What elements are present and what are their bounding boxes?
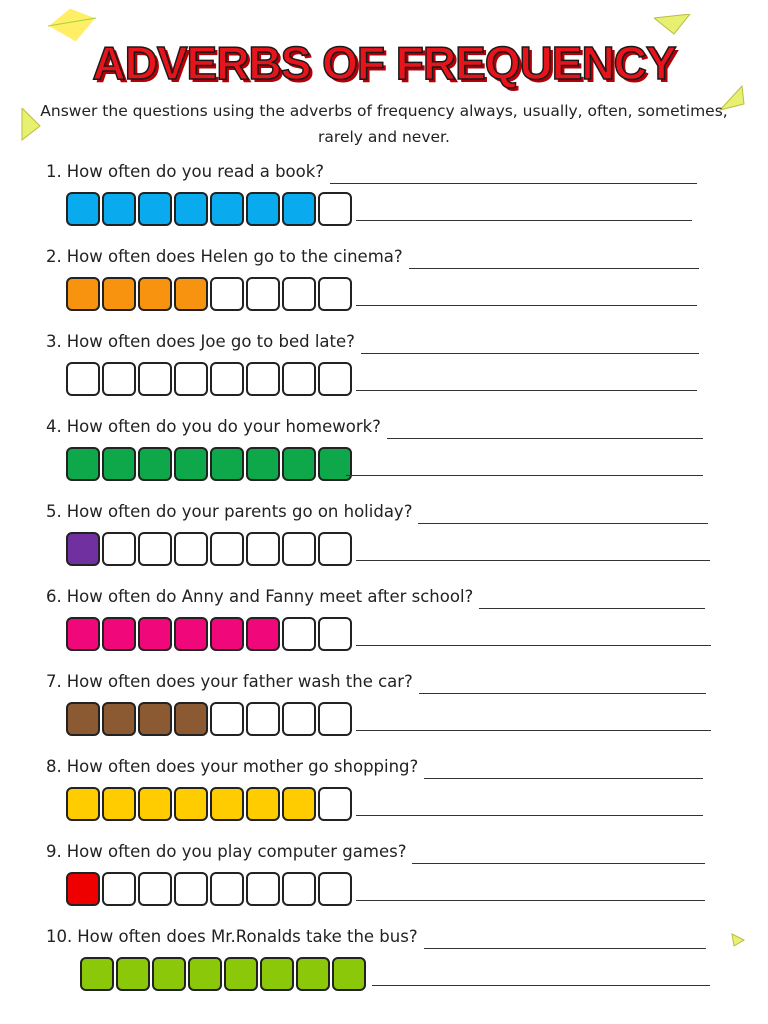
answer-line[interactable] [356,645,711,646]
frequency-cell-filled [282,787,316,821]
question-number: 7. [46,672,62,691]
frequency-cell-empty [210,702,244,736]
frequency-cell-empty [210,362,244,396]
frequency-cell-filled [224,957,258,991]
question-number: 9. [46,842,62,861]
question-answer-line[interactable] [330,167,697,184]
question-number: 2. [46,247,62,266]
frequency-cell-filled [174,277,208,311]
question-2 [46,245,699,269]
frequency-cell-empty [318,532,352,566]
frequency-cell-empty [282,362,316,396]
frequency-cell-filled [210,447,244,481]
frequency-cell-empty [174,362,208,396]
frequency-cell-empty [102,872,136,906]
question-text: How often does Joe go to bed late? [66,332,355,351]
frequency-cell-filled [138,447,172,481]
frequency-cell-empty [138,532,172,566]
frequency-cell-empty [246,532,280,566]
kite-decoration-bottom-right [730,932,746,948]
frequency-cell-empty [318,192,352,226]
question-answer-line[interactable] [412,847,705,864]
frequency-cell-filled [260,957,294,991]
frequency-bar [66,532,354,566]
question-5 [46,500,708,524]
frequency-cell-empty [210,532,244,566]
question-number: 4. [46,417,62,436]
frequency-cell-filled [102,447,136,481]
answer-line[interactable] [356,305,697,306]
question-answer-line[interactable] [424,932,706,949]
frequency-cell-filled [102,702,136,736]
question-number: 5. [46,502,62,521]
question-number: 8. [46,757,62,776]
frequency-cell-empty [246,702,280,736]
frequency-cell-filled [102,277,136,311]
frequency-cell-filled [66,192,100,226]
question-answer-line[interactable] [409,252,699,269]
frequency-cell-filled [174,787,208,821]
question-10 [46,925,706,949]
question-answer-line[interactable] [418,507,708,524]
frequency-cell-filled [102,617,136,651]
frequency-cell-filled [66,872,100,906]
frequency-cell-filled [66,702,100,736]
question-text: How often does Mr.Ronalds take the bus? [77,927,418,946]
question-1 [46,160,697,184]
question-number: 3. [46,332,62,351]
frequency-cell-filled [282,447,316,481]
question-text: How often do you play computer games? [66,842,407,861]
frequency-cell-filled [138,192,172,226]
worksheet-title: ADVERBS OF FREQUENCY [92,37,676,89]
frequency-cell-empty [138,362,172,396]
question-4 [46,415,703,439]
frequency-cell-filled [174,702,208,736]
question-text: How often do Anny and Fanny meet after school? [66,587,474,606]
frequency-cell-empty [210,277,244,311]
frequency-cell-filled [152,957,186,991]
question-answer-line[interactable] [479,592,705,609]
question-9 [46,840,705,864]
frequency-cell-empty [102,362,136,396]
frequency-cell-empty [174,872,208,906]
frequency-bar [66,617,354,651]
frequency-cell-empty [246,362,280,396]
frequency-cell-filled [66,447,100,481]
question-text: How often does your father wash the car? [66,672,413,691]
answer-line[interactable] [356,220,692,221]
frequency-cell-filled [116,957,150,991]
question-text: How often does your mother go shopping? [66,757,419,776]
frequency-cell-empty [282,277,316,311]
frequency-cell-filled [138,277,172,311]
frequency-cell-empty [318,617,352,651]
frequency-cell-filled [246,447,280,481]
frequency-cell-empty [282,532,316,566]
frequency-cell-filled [210,617,244,651]
frequency-cell-empty [318,277,352,311]
frequency-cell-filled [102,787,136,821]
frequency-cell-filled [66,277,100,311]
question-text: How often do you read a book? [66,162,325,181]
frequency-cell-filled [188,957,222,991]
frequency-cell-filled [282,192,316,226]
answer-line[interactable] [356,730,711,731]
question-3 [46,330,699,354]
frequency-cell-filled [296,957,330,991]
question-number: 6. [46,587,62,606]
frequency-bar [66,277,354,311]
frequency-cell-filled [66,617,100,651]
frequency-bar [66,872,354,906]
frequency-cell-empty [318,872,352,906]
frequency-cell-filled [174,617,208,651]
frequency-cell-empty [282,617,316,651]
question-number: 10. [46,927,73,946]
question-text: How often does Helen go to the cinema? [66,247,403,266]
question-8 [46,755,703,779]
kite-decoration-left [20,108,42,142]
answer-line[interactable] [346,475,703,476]
frequency-bar [66,787,354,821]
frequency-cell-filled [210,787,244,821]
frequency-cell-filled [80,957,114,991]
frequency-cell-filled [210,192,244,226]
question-text: How often do your parents go on holiday? [66,502,413,521]
frequency-cell-filled [66,532,100,566]
frequency-cell-filled [332,957,366,991]
frequency-cell-empty [66,362,100,396]
answer-line[interactable] [356,815,703,816]
question-answer-line[interactable] [419,677,706,694]
frequency-cell-empty [282,702,316,736]
question-7 [46,670,706,694]
frequency-bar [66,447,354,481]
frequency-cell-filled [246,787,280,821]
question-answer-line[interactable] [424,762,703,779]
frequency-cell-filled [174,192,208,226]
frequency-bar [66,362,354,396]
question-answer-line[interactable] [361,337,699,354]
answer-line[interactable] [356,900,705,901]
frequency-cell-filled [246,192,280,226]
frequency-cell-empty [102,532,136,566]
frequency-cell-filled [174,447,208,481]
frequency-cell-filled [138,702,172,736]
question-text: How often do you do your homework? [66,417,381,436]
question-number: 1. [46,162,62,181]
frequency-cell-filled [246,617,280,651]
frequency-cell-filled [138,787,172,821]
question-answer-line[interactable] [387,422,703,439]
frequency-cell-empty [318,702,352,736]
frequency-cell-empty [174,532,208,566]
frequency-cell-empty [246,872,280,906]
frequency-cell-empty [318,787,352,821]
frequency-cell-filled [66,787,100,821]
question-6 [46,585,705,609]
frequency-cell-filled [138,617,172,651]
frequency-cell-empty [246,277,280,311]
frequency-cell-empty [318,362,352,396]
frequency-cell-empty [138,872,172,906]
frequency-cell-empty [210,872,244,906]
answer-line[interactable] [372,985,710,986]
frequency-bar [66,702,354,736]
frequency-cell-filled [102,192,136,226]
answer-line[interactable] [356,390,697,391]
frequency-bar [66,192,354,226]
answer-line[interactable] [356,560,710,561]
frequency-bar [80,957,368,991]
frequency-cell-empty [282,872,316,906]
instructions: Answer the questions using the adverbs of frequency always, usually, often, sometimes, rarely and never. [40,102,728,146]
